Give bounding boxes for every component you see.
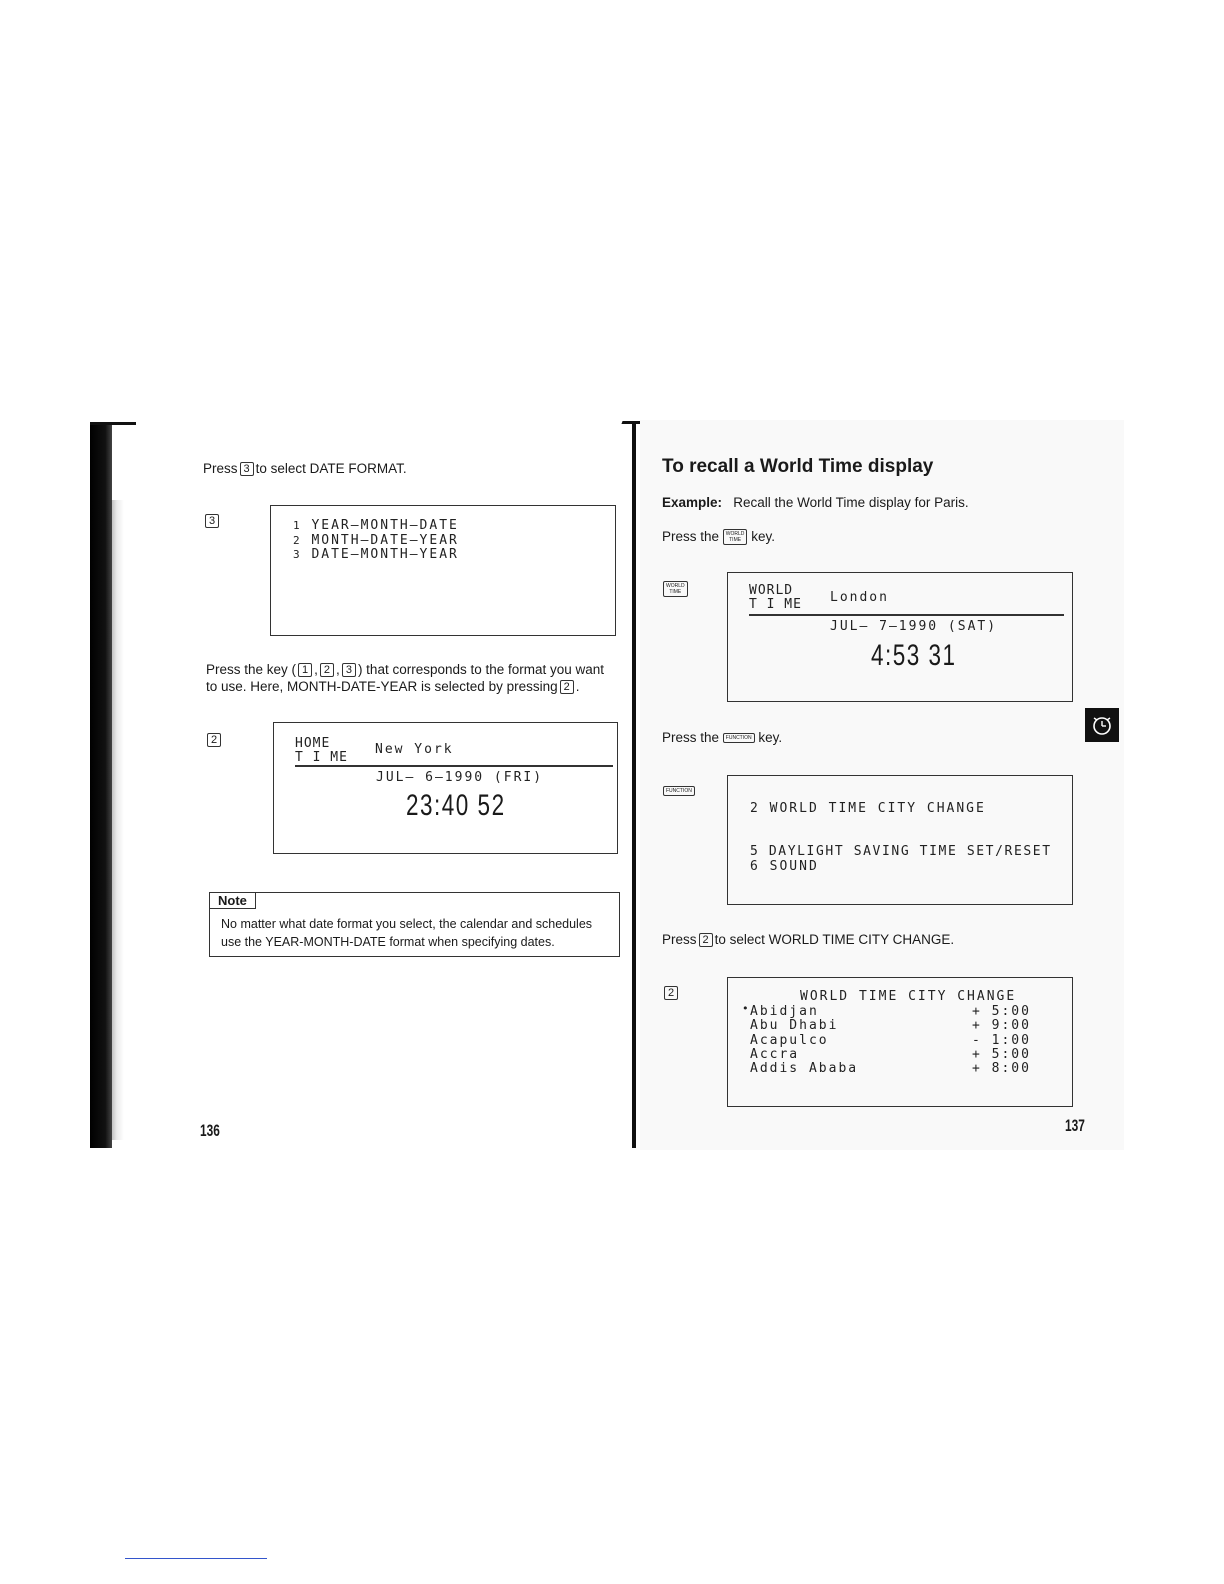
city-row	[742, 1047, 1042, 1061]
press-world-time	[662, 529, 775, 545]
function-menu-screen	[727, 775, 1073, 905]
step-key-label: 2	[664, 986, 678, 1000]
key-2: 2	[560, 680, 574, 694]
home-time-screen	[273, 722, 618, 854]
format-option-label: YEAR—MONTH—DATE	[311, 518, 459, 533]
home-label-line: T I ME	[295, 750, 348, 765]
home-city: New York	[375, 742, 454, 757]
para-text: ) that corresponds to the format you want	[357, 662, 605, 677]
key-line: WORLD	[666, 582, 685, 589]
press-select-city-change	[662, 932, 954, 947]
press-function	[662, 730, 782, 745]
key-2: 2	[320, 663, 334, 677]
city-list	[742, 1004, 1042, 1075]
city-name: Abu Dhabi	[750, 1018, 839, 1034]
press-text: Press the	[662, 730, 720, 745]
world-clock: 4:53 31	[871, 639, 957, 672]
intro-pre: Press	[203, 461, 238, 476]
clock-thumb-tab	[1085, 708, 1119, 742]
city-row	[742, 1061, 1042, 1075]
home-label-line: HOME	[295, 736, 331, 751]
world-divider	[749, 614, 1064, 616]
home-date: JUL— 6—1990 (FRI)	[376, 770, 544, 785]
home-clock: 23:40 52	[406, 789, 506, 822]
format-option-num: 3	[293, 548, 302, 561]
format-option-label: MONTH—DATE—YEAR	[311, 533, 459, 548]
left-binding-top-edge	[90, 422, 136, 425]
press-text: to select WORLD TIME CITY CHANGE.	[714, 932, 955, 947]
key-line: TIME	[729, 537, 742, 544]
format-option-num: 2	[293, 534, 302, 547]
function-menu-item: 2 WORLD TIME CITY CHANGE	[750, 801, 986, 816]
city-offset: + 9:00	[972, 1018, 1031, 1034]
para-text: .	[575, 679, 580, 694]
date-format-screen	[270, 505, 616, 636]
step-key-label: 2	[207, 733, 221, 747]
city-offset: + 5:00	[972, 1004, 1031, 1019]
left-binding-shadow	[90, 422, 112, 1148]
city-row	[742, 1018, 1042, 1032]
key-line: TIME	[669, 588, 682, 595]
format-option-3	[293, 547, 459, 562]
press-text: Press the	[662, 529, 720, 544]
format-option-2	[293, 533, 459, 548]
world-time-key	[723, 529, 748, 545]
note-line: use the YEAR-MONTH-DATE format when specifying dates.	[221, 935, 555, 949]
home-divider	[295, 765, 613, 767]
note-title: Note	[209, 892, 256, 909]
press-text: key.	[758, 730, 783, 745]
world-date: JUL— 7—1990 (SAT)	[830, 619, 998, 634]
function-key: FUNCTION	[723, 733, 755, 743]
city-offset: - 1:00	[972, 1032, 1031, 1048]
city-offset: + 5:00	[972, 1046, 1031, 1062]
city-row	[742, 1033, 1042, 1047]
key-line: WORLD	[725, 531, 745, 538]
world-label-line: WORLD	[749, 583, 794, 598]
function-menu-item: 6 SOUND	[750, 859, 819, 874]
intro-instruction	[203, 461, 407, 476]
note-line: No matter what date format you select, the calendar and schedules	[221, 917, 593, 931]
key-2: 2	[699, 933, 713, 947]
example-label: Example:	[662, 495, 723, 510]
step-key-2	[205, 731, 223, 749]
world-time-screen	[727, 572, 1073, 702]
note-body	[221, 915, 592, 951]
center-gutter-line	[632, 424, 636, 1148]
city-name: Addis Ababa	[750, 1061, 859, 1077]
page-number-right: 137	[1065, 1116, 1085, 1135]
city-name: Accra	[750, 1046, 800, 1062]
para-text: Press the key (	[206, 662, 297, 677]
city-name: Acapulco	[750, 1032, 829, 1048]
step-function-key	[663, 782, 695, 800]
press-text: Press	[662, 932, 697, 947]
bottom-rule	[125, 1558, 267, 1559]
intro-post: to select DATE FORMAT.	[255, 461, 407, 476]
step-key-3	[203, 512, 221, 530]
function-key: FUNCTION	[663, 786, 695, 796]
world-label	[749, 584, 802, 612]
city-list-header: WORLD TIME CITY CHANGE	[800, 989, 1017, 1004]
key-3: 3	[342, 663, 356, 677]
left-binding-streak	[112, 500, 124, 1140]
key-3: 3	[240, 462, 254, 476]
city-offset: + 8:00	[972, 1061, 1031, 1077]
para-sep: ,	[336, 662, 340, 677]
world-time-key	[663, 581, 688, 597]
example-text: Recall the World Time display for Paris.	[733, 495, 969, 510]
step-key-2-right	[662, 984, 680, 1002]
city-change-screen	[727, 977, 1073, 1107]
city-row	[742, 1004, 1042, 1018]
world-label-line: T I ME	[749, 597, 802, 612]
format-option-label: DATE—MONTH—YEAR	[311, 547, 459, 562]
para-sep: ,	[314, 662, 318, 677]
note-box	[209, 892, 620, 957]
example-line	[662, 495, 969, 510]
world-clock-icon	[1085, 708, 1119, 742]
selected-marker: •	[742, 1002, 751, 1015]
format-option-1	[293, 518, 459, 533]
city-name: Abidjan	[750, 1004, 819, 1019]
section-title: To recall a World Time display	[662, 456, 934, 477]
format-paragraph	[206, 661, 626, 695]
world-city: London	[830, 590, 889, 605]
step-key-label: 3	[205, 514, 219, 528]
key-1: 1	[298, 663, 312, 677]
home-label	[295, 737, 348, 765]
page-number-left: 136	[200, 1121, 220, 1140]
press-text: key.	[751, 529, 775, 544]
step-world-time-key	[663, 580, 688, 598]
format-option-num: 1	[293, 519, 302, 532]
para-text: to use. Here, MONTH-DATE-YEAR is selected by pressing	[206, 679, 558, 694]
function-menu-item: 5 DAYLIGHT SAVING TIME SET/RESET	[750, 844, 1052, 859]
